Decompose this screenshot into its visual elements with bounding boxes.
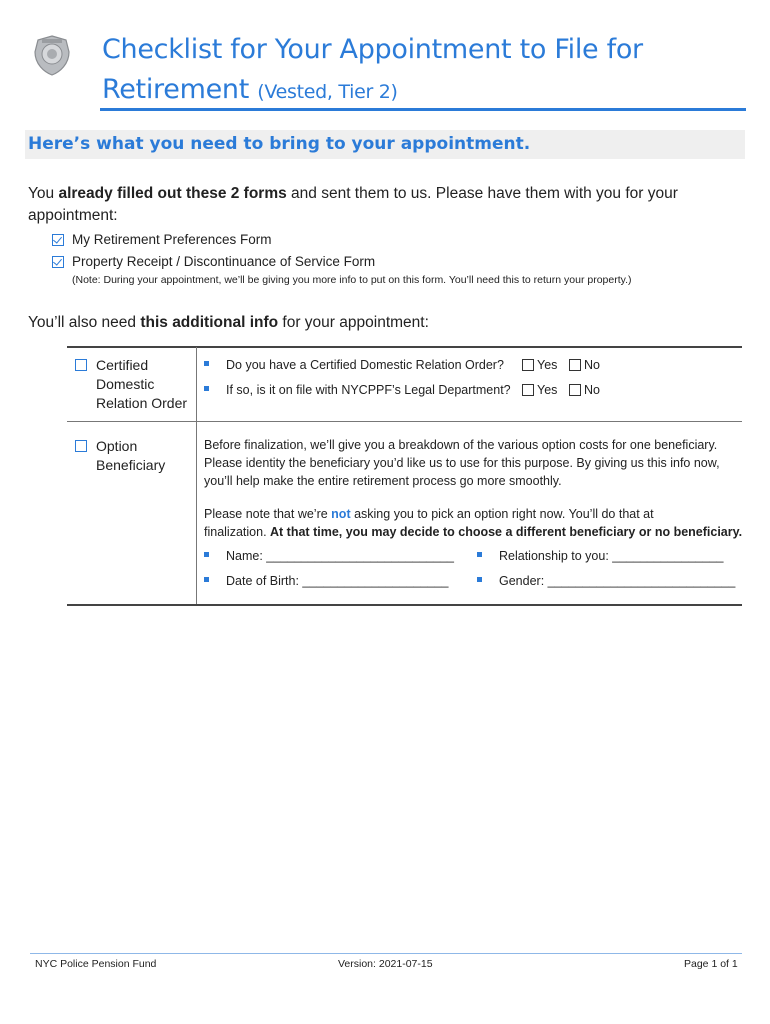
table-column-divider [196,347,197,604]
beneficiary-note [204,505,749,541]
cdro-q1-yes-label: Yes [537,358,558,372]
bullet-icon [204,386,209,391]
beneficiary-explanation-line: you’ll help make the entire retirement process go more smoothly. [204,474,562,488]
police-pension-seal-logo [32,34,72,76]
beneficiary-note-not: not [331,507,351,521]
beneficiary-relationship-field[interactable]: Relationship to you: ________________ [499,549,724,563]
forms-note: (Note: During your appointment, we’ll be giving you more info to put on this form. You’ll need this to return your property.) [72,274,632,286]
beneficiary-note-a: Please note that we’re [204,507,332,521]
title-subtitle: (Vested, Tier 2) [257,81,398,103]
additional-text-a: You’ll also need [28,314,141,331]
cdro-label [96,356,187,413]
intro-text-a: You [28,185,59,202]
title-divider [100,108,746,111]
option-beneficiary-label-line: Beneficiary [96,457,166,473]
table-row-divider [67,421,742,422]
beneficiary-note-line [204,523,749,541]
title-line-1: Checklist for Your Appointment to File for [102,34,643,65]
cdro-label-line: Domestic [96,376,155,392]
beneficiary-note-b: asking you to pick an option right now. You’ll do that at [350,507,654,521]
beneficiary-note-bold: At that time, you may decide to choose a different beneficiary or no beneficiary. [270,525,743,539]
beneficiary-explanation-line: Before finalization, we’ll give you a breakdown of the various option costs for one beneficiary. [204,438,718,452]
cdro-question-2: If so, is it on file with NYCPPF’s Legal Department? [226,383,511,397]
intro-text-b: and sent them to us. Please have them with you for your [286,185,678,202]
footer-page-number: Page 1 of 1 [684,958,738,970]
intro-text-bold: already filled out these 2 forms [58,185,287,202]
cdro-label-line: Certified [96,357,149,373]
cdro-q1-yes-checkbox[interactable] [522,359,534,371]
option-beneficiary-label-line: Option [96,438,138,454]
form-checkbox-property-receipt[interactable] [52,256,64,268]
cdro-q1-no-label: No [584,358,600,372]
bullet-icon [204,552,209,557]
form-item-property-receipt: Property Receipt / Discontinuance of Service Form [72,254,376,269]
bullet-icon [204,577,209,582]
beneficiary-gender-field[interactable]: Gender: ___________________________ [499,574,736,588]
beneficiary-note-line [204,505,749,523]
bullet-icon [477,577,482,582]
title-retirement: Retirement [102,74,249,105]
cdro-checkbox[interactable] [75,359,87,371]
beneficiary-explanation [204,436,744,490]
cdro-q1-no-checkbox[interactable] [569,359,581,371]
beneficiary-explanation-line: Please identity the beneficiary you’d like us to use for this purpose. By giving us this info now, [204,456,720,470]
form-checkbox-retirement-preferences[interactable] [52,234,64,246]
bullet-icon [204,361,209,366]
section-heading: Here’s what you need to bring to your appointment. [28,134,531,154]
table-bottom-border [67,604,742,606]
beneficiary-name-field[interactable]: Name: ___________________________ [226,549,454,563]
cdro-label-line: Relation Order [96,395,188,411]
table-top-border [67,346,742,348]
cdro-q2-yes-checkbox[interactable] [522,384,534,396]
cdro-q2-yes-label: Yes [537,383,558,397]
option-beneficiary-label [96,437,165,475]
cdro-question-1: Do you have a Certified Domestic Relation Order? [226,358,504,372]
form-item-retirement-preferences: My Retirement Preferences Form [72,232,272,247]
additional-text-b: for your appointment: [278,314,429,331]
bullet-icon [477,552,482,557]
intro-paragraph [28,183,748,227]
cdro-q2-no-label: No [584,383,600,397]
intro-text-c: appointment: [28,207,118,224]
additional-info-paragraph [28,312,429,334]
additional-text-bold: this additional info [140,314,279,331]
beneficiary-note-c: finalization. [204,525,271,539]
footer-organization: NYC Police Pension Fund [35,958,157,970]
option-beneficiary-checkbox[interactable] [75,440,87,452]
footer-version: Version: 2021-07-15 [338,958,433,970]
footer-divider [30,953,742,954]
cdro-q2-no-checkbox[interactable] [569,384,581,396]
page-title [102,30,742,112]
beneficiary-dob-field[interactable]: Date of Birth: _____________________ [226,574,449,588]
title-line-2 [102,70,742,112]
